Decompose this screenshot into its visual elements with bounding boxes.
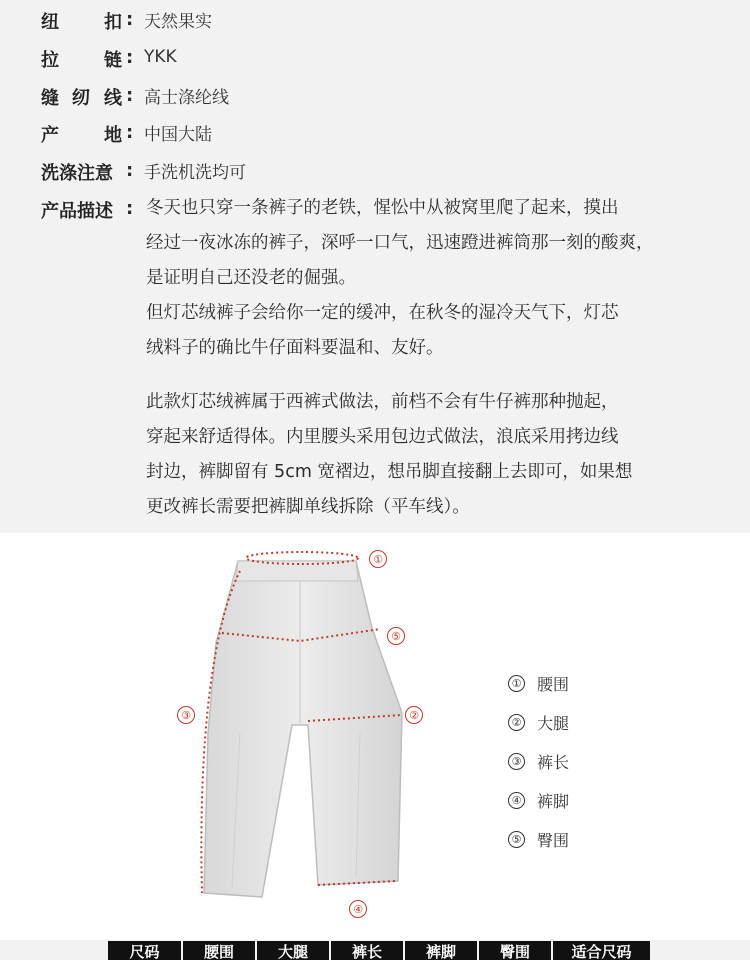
description-line: 穿起来舒适得体。内里腰头采用包边式做法，浪底采用拷边线 [146, 427, 619, 447]
size-header-cell: 臀围 [479, 941, 553, 960]
legend-number: ⑤ [508, 831, 525, 848]
legend-label: 裤长 [537, 753, 570, 772]
description-line: 但灯芯绒裤子会给你一定的缓冲，在秋冬的湿冷天气下，灯芯 [146, 303, 619, 323]
spec-row-button [41, 4, 212, 34]
marker-thigh: ② [405, 706, 423, 724]
legend-item-thigh [508, 711, 569, 734]
marker-length: ③ [177, 706, 195, 724]
description-line: 更改裤长需要把裤脚单线拆除（平车线）。 [146, 497, 470, 517]
description-line: 封边，裤脚留有 5cm 宽褶边，想吊脚直接翻上去即可，如果想 [146, 462, 633, 482]
spec-row-thread [41, 80, 229, 110]
legend-item-waist [508, 672, 569, 695]
marker-hem: ④ [349, 900, 367, 918]
description-paragraph-1 [146, 191, 716, 366]
legend-item-hem [508, 789, 569, 812]
legend-number: ④ [508, 792, 525, 809]
spec-value: 高士涤纶线 [144, 87, 229, 108]
colon: : [126, 84, 134, 106]
spec-label-char: 拉 [41, 50, 59, 71]
marker-waist: ① [369, 550, 387, 568]
description-line: 是证明自己还没老的倔强。 [146, 268, 356, 288]
description-paragraph-2 [146, 385, 716, 525]
marker-hip: ⑤ [387, 627, 405, 645]
legend-item-hip [508, 828, 569, 851]
spec-label-char: 链 [104, 50, 122, 71]
spec-label-char: 缝 [41, 88, 59, 109]
spec-label-char: 纽 [41, 12, 59, 33]
description-line: 冬天也只穿一条裤子的老铁，惺忪中从被窝里爬了起来，摸出 [146, 198, 619, 218]
colon: : [126, 8, 134, 30]
colon: : [126, 159, 134, 181]
description-line: 此款灯芯绒裤属于西裤式做法，前档不会有牛仔裤那种抛起， [146, 392, 619, 412]
size-header-cell: 适合尺码 [571, 943, 632, 960]
colon: : [126, 121, 134, 143]
size-header-cell: 裤长 [331, 941, 405, 960]
colon: : [126, 46, 134, 68]
size-header-cell: 裤脚 [405, 941, 479, 960]
size-header-cell: 腰围 [183, 941, 257, 960]
spec-label-char: 线 [104, 88, 122, 109]
spec-label-char: 地 [104, 125, 122, 146]
spec-label-char: 纫 [72, 88, 90, 109]
spec-row-origin [41, 117, 212, 147]
spec-value: YKK [144, 47, 177, 67]
spec-value: 中国大陆 [144, 124, 212, 145]
legend-label: 大腿 [537, 714, 570, 733]
size-header-cell: 尺码 [108, 941, 183, 960]
spec-row-washing [41, 155, 246, 185]
legend-label: 腰围 [537, 675, 570, 694]
size-table-header [108, 941, 650, 960]
pants-waistband [236, 561, 358, 581]
pants-illustration [0, 533, 750, 940]
legend-number: ③ [508, 753, 525, 770]
description-line: 经过一夜冰冻的裤子，深呼一口气，迅速蹬进裤筒那一刻的酸爽， [146, 233, 654, 253]
legend-label: 裤脚 [537, 792, 570, 811]
spec-value: 天然果实 [144, 11, 212, 32]
spec-label-text: 洗涤注意 [41, 163, 113, 184]
spec-row-zipper [41, 42, 177, 72]
measurement-diagram [0, 533, 750, 940]
spec-label-char: 产 [41, 125, 59, 146]
legend-number: ② [508, 714, 525, 731]
spec-value: 手洗机洗均可 [144, 162, 246, 183]
size-header-cell: 大腿 [257, 941, 331, 960]
legend-label: 臀围 [537, 831, 570, 850]
legend-number: ① [508, 675, 525, 692]
description-line: 绒料子的确比牛仔面料要温和、友好。 [146, 338, 444, 358]
colon: : [126, 197, 134, 219]
spec-label-text: 产品描述 [41, 201, 113, 222]
legend-item-length [508, 750, 569, 773]
spec-row-description [41, 193, 136, 223]
spec-label-char: 扣 [104, 12, 122, 33]
